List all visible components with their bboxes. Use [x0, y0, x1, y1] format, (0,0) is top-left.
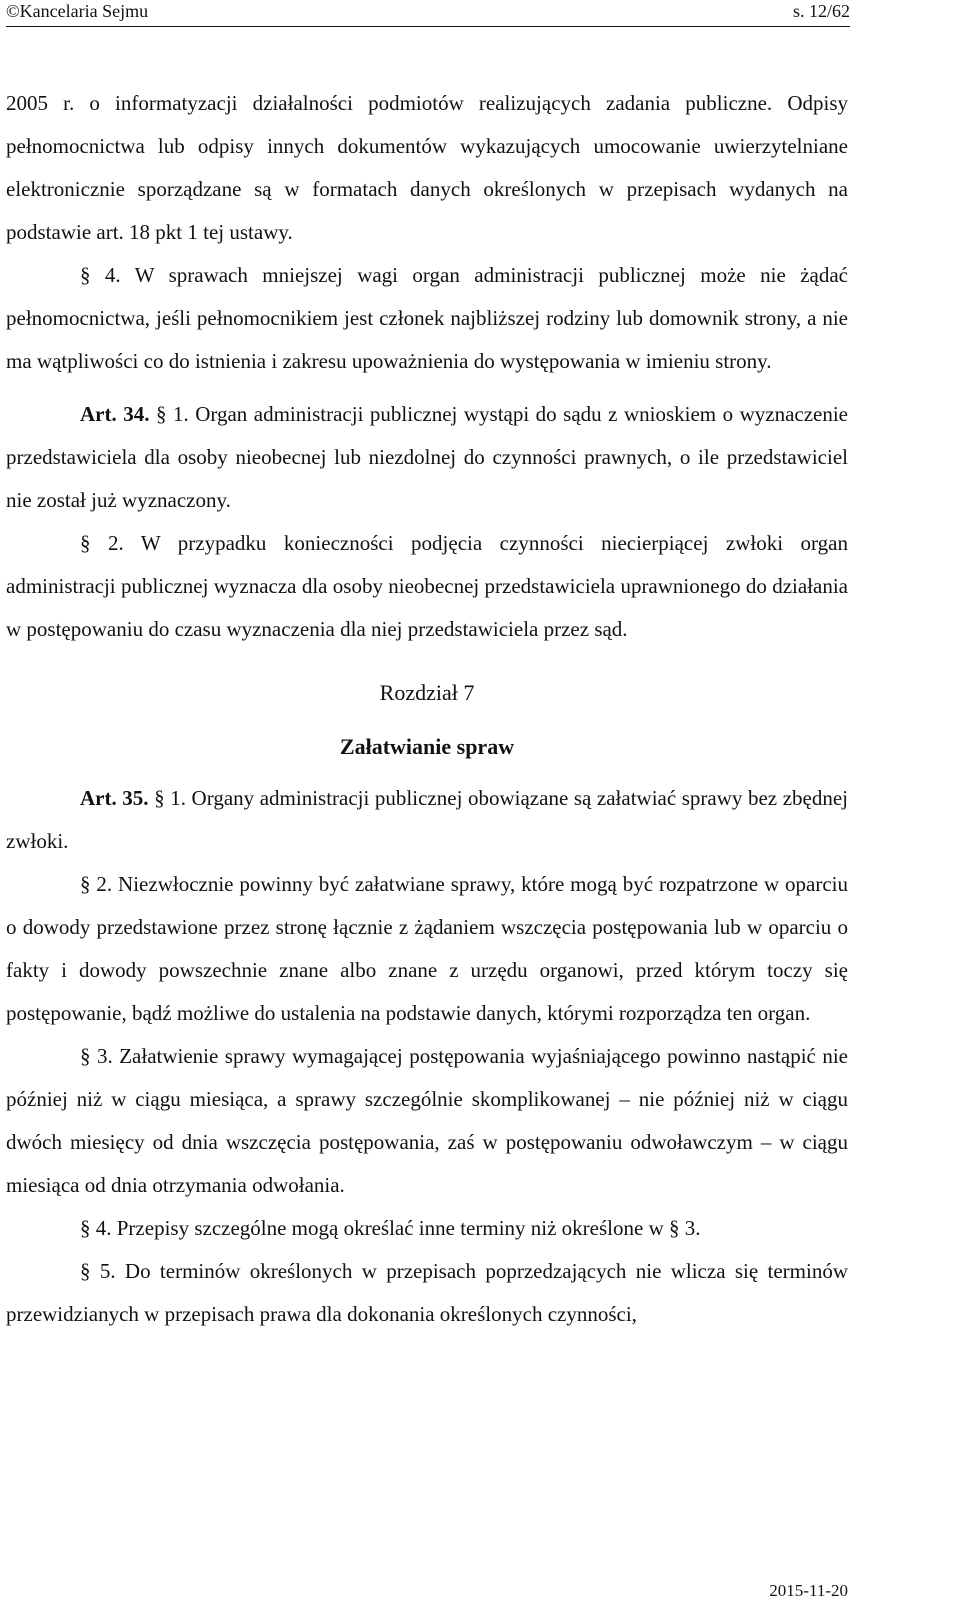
paragraph-art35-par2: § 2. Niezwłocznie powinny być załatwiane sprawy, które mogą być rozpatrzone w oparciu o dowody przedstawione przez stronę łącznie z żądaniem wszczęcia postępowania lub w oparciu o fakty i dowody powszechnie znane albo znane z urzędu organowi, przed którym toczy się postępowanie, bądź możliwe do ustalenia na podstawie danych, którymi rozporządza ten organ.	[6, 872, 848, 1025]
paragraph-continuation: 2005 r. o informatyzacji działalności podmiotów realizujących zadania publiczne. Odpisy pełnomocnictwa lub odpisy innych dokumentów wykazujących umocowanie uwierzytelniane elektronicznie sporządzane są w formatach danych określonych w przepisach wydanych na podstawie art. 18 pkt 1 tej ustawy.	[6, 91, 848, 244]
paragraph-art33-par4: § 4. W sprawach mniejszej wagi organ administracji publicznej może nie żądać pełnomocnictwa, jeśli pełnomocnikiem jest członek najbliższej rodziny lub domownik strony, a nie ma wątpliwości co do istnienia i zakresu upoważnienia do występowania w imieniu strony.	[6, 263, 848, 373]
paragraph-art35-par3: § 3. Załatwienie sprawy wymagającej postępowania wyjaśniającego powinno nastąpić nie później niż w ciągu miesiąca, a sprawy szczególnie skomplikowanej – nie później niż w ciągu dwóch miesięcy od dnia wszczęcia postępowania, zaś w postępowaniu odwoławczym – w ciągu miesiąca od dnia otrzymania odwołania.	[6, 1044, 848, 1197]
page-header	[6, 0, 850, 27]
chapter-number: Rozdział 7	[379, 680, 475, 705]
paragraph-art35-par1	[6, 777, 848, 863]
article-text: § 1. Organ administracji publicznej wystąpi do sądu z wnioskiem o wyznaczenie przedstawiciela dla osoby nieobecnej lub niezdolnej do czynności prawnych, o ile przedstawiciel nie został już wyznaczony.	[6, 402, 849, 512]
paragraph-art34-par1	[6, 393, 848, 522]
chapter-title: Załatwianie spraw	[339, 734, 515, 759]
article-label: Art. 35.	[80, 786, 149, 810]
page-footer-date: 2015-11-20	[769, 1581, 848, 1600]
article-text: § 1. Organy administracji publicznej obowiązane są załatwiać sprawy bez zbędnej zwłoki.	[6, 786, 848, 853]
source-label: ©Kancelaria Sejmu	[6, 1, 149, 21]
document-body	[6, 82, 848, 1336]
article-label: Art. 34.	[80, 402, 150, 426]
paragraph-art35-par4: § 4. Przepisy szczególne mogą określać inne terminy niż określone w § 3.	[80, 1216, 701, 1240]
paragraph-art34-par2: § 2. W przypadku konieczności podjęcia czynności niecierpiącej zwłoki organ administracji publicznej wyznacza dla osoby nieobecnej przedstawiciela uprawnionego do działania w postępowaniu do czasu wyznaczenia dla niej przedstawiciela przez sąd.	[6, 531, 848, 641]
paragraph-art35-par5: § 5. Do terminów określonych w przepisach poprzedzających nie wlicza się terminów przewidzianych w przepisach prawa dla dokonania określonych czynności,	[6, 1259, 848, 1326]
page-number: s. 12/62	[792, 1, 850, 21]
